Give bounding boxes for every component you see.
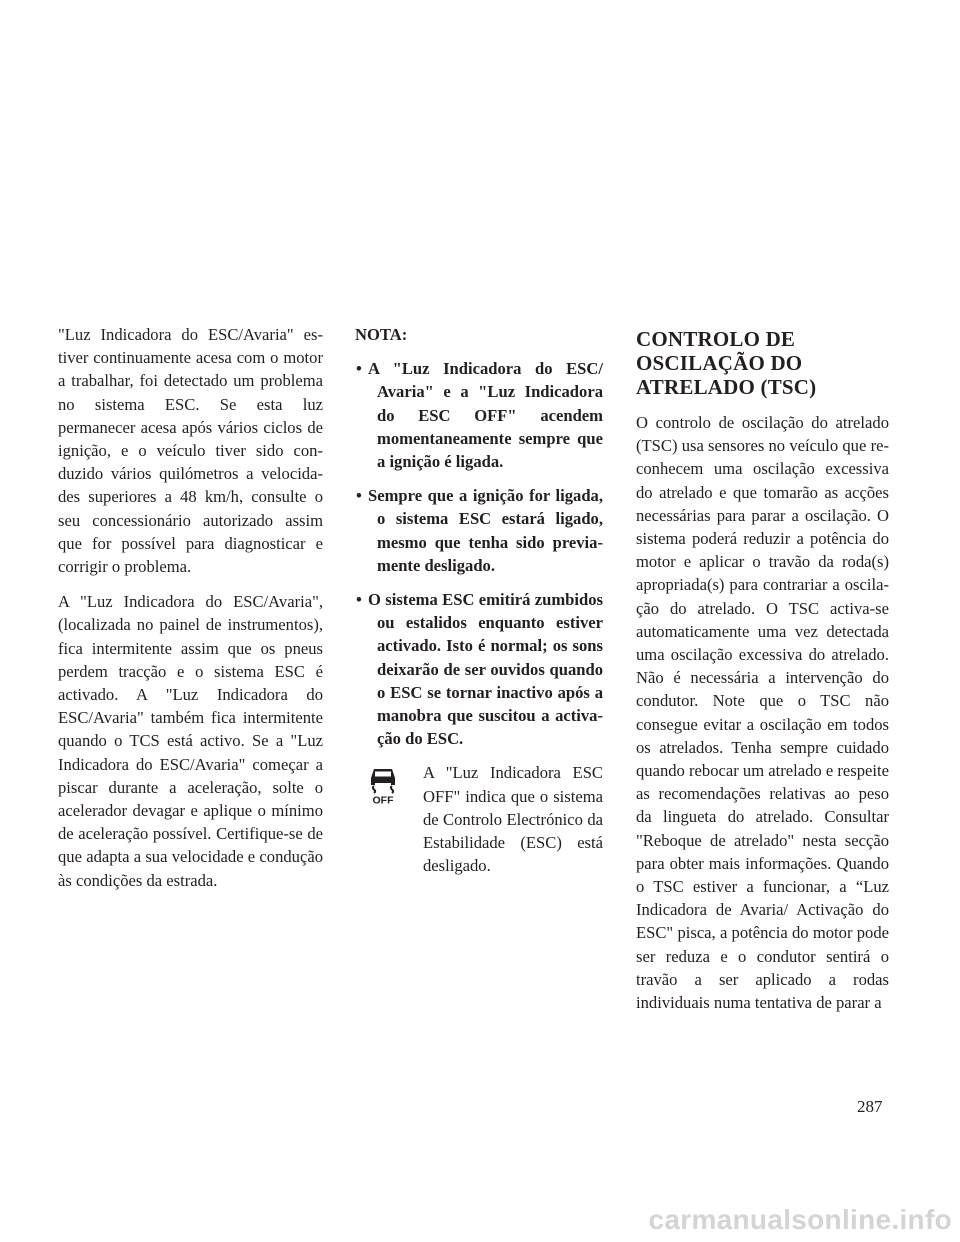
esc-off-icon: [365, 765, 401, 805]
bullet-icon: •: [356, 486, 362, 506]
list-item: [355, 588, 603, 750]
bullet-text: Sempre que a ignição for ligada, o sistema ESC estará ligado, mesmo que tenha sido previamente desligado.: [368, 486, 603, 575]
paragraph: A "Luz Indicadora do ESC/Avaria", (localizada no painel de instrumentos), fica intermitente assim que os pneus perdem tracção e o sistema ESC é activado. A "Luz Indicadora do ESC/Avaria" também fica intermitente quando o TCS está activo. Se a "Luz Indicadora do ESC/Avaria" começar a piscar durante a aceleração, solte o acelerador devagar e aplique o mínimo de aceleração possível. Certifique-se de que adapta a sua velocidade e condução às condições da estrada.: [58, 592, 323, 890]
page-number: 287: [857, 1097, 883, 1116]
list-item: [355, 357, 603, 473]
bullet-text: O sistema ESC emitirá zumbidos ou estalidos enquanto estiver activado. Isto é normal; os sons deixarão de ser ouvidos quando o ESC se tornar inactivo após a manobra que suscitou a activação do ESC.: [368, 590, 603, 749]
note-title: NOTA:: [355, 325, 408, 344]
bullet-text: A "Luz Indicadora do ESC/ Avaria" e a "Luz Indicadora do ESC OFF" acendem momentaneamente sempre que a ignição é ligada.: [368, 359, 603, 472]
column-left: [58, 323, 323, 904]
bullet-icon: •: [356, 590, 362, 610]
paragraph: "Luz Indicadora do ESC/Avaria" estiver continuamente acesa com o motor a trabalhar, foi detectado um problema no sistema ESC. Se esta luz permanecer acesa após vários ciclos de ignição, e o veículo tiver sido conduzido vários quilómetros a velocidades superiores a 48 km/h, consulte o seu concessionário autorizado assim que for possível para diagnosticar e corrigir o problema.: [58, 325, 323, 577]
column-right: [636, 323, 889, 1026]
bullet-icon: •: [356, 359, 362, 379]
esc-off-description: A "Luz Indicadora ESC OFF" indica que o sistema de Controlo Electrónico da Estabilidade (ESC) está desligado.: [423, 763, 603, 876]
watermark: carmanualsonline.info: [648, 1204, 952, 1235]
esc-off-indicator-block: [355, 761, 603, 877]
section-heading: CONTROLO DE OSCILAÇÃO DO ATRELADO (TSC): [636, 327, 817, 399]
column-middle: [355, 323, 603, 877]
list-item: [355, 484, 603, 577]
note-bullet-list: [355, 357, 603, 750]
esc-off-label: OFF: [372, 794, 394, 806]
paragraph: O controlo de oscilação do atrelado (TSC) usa sensores no veículo que reconhecem uma oscilação excessiva do atrelado e que tomarão as acções necessárias para parar a oscilação. O sistema poderá reduzir a potência do motor e aplicar o travão da roda(s) apropriada(s) para contrariar a oscilação do atrelado. O TSC activa-se automaticamente uma vez detectada uma oscilação excessiva do atrelado. Não é necessária a intervenção do condutor. Note que o TSC não consegue evitar a oscilação em todos os atrelados. Tenha sempre cuidado quando rebocar um atrelado e respeite as recomendações relativas ao peso da lingueta do atrelado. Consultar "Reboque de atrelado" nesta secção para obter mais informações. Quando o TSC estiver a funcionar, a “Luz Indicadora de Avaria/ Activação do ESC" pisca, a potência do motor pode ser reduza e o condutor sentirá o travão a ser aplicado a rodas individuais numa tentativa de parar a: [636, 413, 889, 1013]
